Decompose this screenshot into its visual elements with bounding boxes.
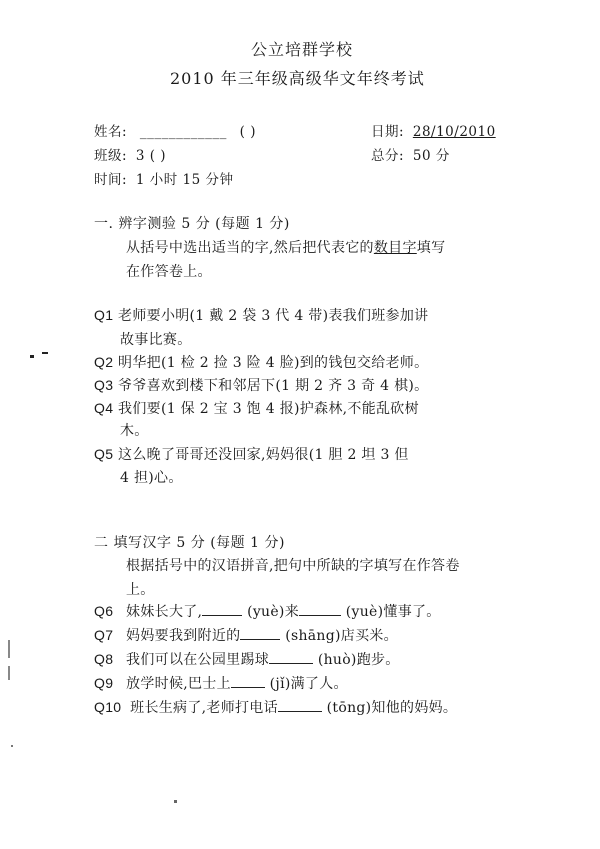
section2-instruction-line1: 根据括号中的汉语拼音,把句中所缺的字填写在作答卷 [126, 558, 460, 574]
question-number: Q6 [94, 603, 114, 619]
pinyin-clue: (shāng)店买米。 [285, 628, 398, 644]
date-label: 日期: [371, 124, 405, 140]
question-text: 我们要(1 保 2 宝 3 饱 4 报)护森林,不能乱砍树 [118, 401, 419, 417]
question-q5-cont: 4 担)心。 [120, 470, 183, 486]
answer-blank [202, 614, 242, 616]
question-q4-cont: 木。 [120, 423, 149, 439]
section2-heading: 二 填写汉字 5 分 (每题 1 分) [94, 535, 285, 551]
scan-speck [30, 355, 34, 358]
score-row [371, 144, 450, 164]
pinyin-clue: (yuè)来 [247, 604, 299, 620]
answer-blank [240, 638, 280, 640]
question-q7 [94, 625, 398, 645]
instr-text: 从括号中选出适当的字,然后把代表它的 [126, 240, 374, 256]
scan-speck [11, 745, 13, 747]
section1-heading: 一. 辨字测验 5 分 (每题 1 分) [94, 216, 290, 232]
date-value: 28/10/2010 [412, 124, 496, 140]
question-q1 [94, 305, 428, 325]
question-q2 [94, 352, 428, 372]
question-number: Q3 [94, 377, 114, 393]
school-name: 公立培群学校 [251, 40, 354, 59]
question-number: Q1 [94, 307, 114, 323]
pinyin-clue: (jǐ)满了人。 [269, 676, 348, 692]
name-row [94, 120, 256, 140]
pinyin-clue: (tōng)知他的妈妈。 [326, 700, 458, 716]
section2-instruction-line2: 上。 [126, 582, 155, 598]
name-blank: ____________ [139, 124, 227, 140]
question-number: Q2 [94, 354, 114, 370]
answer-blank [231, 686, 265, 688]
question-text: 老师要小明(1 戴 2 袋 3 代 4 带)表我们班参加讲 [118, 308, 429, 324]
question-text: 班长生病了,老师打电话 [130, 700, 278, 716]
section1-instruction-line2: 在作答卷上。 [126, 264, 212, 280]
scan-speck [8, 640, 10, 658]
question-text: 爷爷喜欢到楼下和邻居下(1 期 2 齐 3 奇 4 棋)。 [118, 378, 429, 394]
question-q8 [94, 649, 400, 669]
question-number: Q9 [94, 675, 114, 691]
question-text: 明华把(1 检 2 捡 3 险 4 脸)到的钱包交给老师。 [118, 355, 429, 371]
name-label: 姓名: [94, 124, 128, 140]
date-row [371, 120, 496, 140]
pinyin-clue: (yuè)懂事了。 [345, 604, 441, 620]
question-number: Q10 [94, 699, 122, 715]
class-value: 3 ( ) [135, 148, 167, 164]
section1-instruction-line1 [126, 237, 445, 257]
question-q5 [94, 444, 409, 464]
question-q9 [94, 673, 348, 693]
question-number: Q7 [94, 627, 114, 643]
question-q10 [94, 697, 457, 717]
scan-speck [42, 352, 48, 354]
question-number: Q8 [94, 651, 114, 667]
exam-title: 2010 年三年级高级华文年终考试 [170, 69, 425, 88]
time-row [94, 168, 234, 188]
time-label: 时间: [94, 172, 128, 188]
answer-blank [269, 662, 313, 664]
scan-speck [8, 666, 10, 680]
time-value: 1 小时 15 分钟 [135, 172, 234, 188]
instr-text-end: 填写 [416, 240, 446, 256]
question-q6 [94, 601, 441, 621]
name-index: ( ) [239, 124, 256, 140]
question-q1-cont: 故事比赛。 [120, 332, 192, 348]
class-label: 班级: [94, 148, 128, 164]
answer-blank [299, 614, 341, 616]
question-q3 [94, 375, 428, 395]
question-number: Q5 [94, 446, 114, 462]
question-text: 我们可以在公园里踢球 [126, 652, 270, 668]
question-text: 妹妹长大了, [126, 604, 203, 620]
question-q4 [94, 398, 419, 418]
score-label: 总分: [371, 148, 405, 164]
class-row [94, 144, 166, 164]
question-text: 这么晚了哥哥还没回家,妈妈很(1 胆 2 坦 3 但 [118, 447, 409, 463]
question-text: 妈妈要我到附近的 [126, 628, 241, 644]
score-value: 50 分 [412, 148, 450, 164]
instr-emphasis: 数目字 [373, 240, 417, 256]
answer-blank [278, 710, 322, 712]
pinyin-clue: (huò)跑步。 [317, 652, 400, 668]
question-number: Q4 [94, 400, 114, 416]
scan-speck [174, 800, 177, 803]
question-text: 放学时候,巴士上 [126, 676, 231, 692]
